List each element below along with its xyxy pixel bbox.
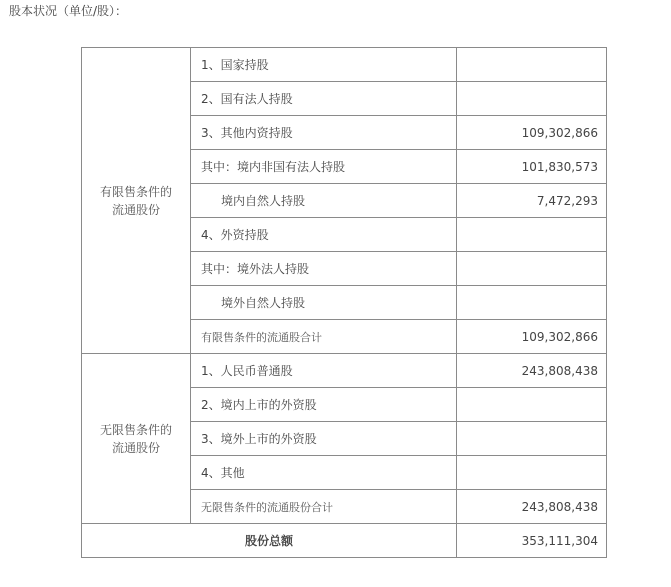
row-value-domestic-natural-person: 7,472,293 (457, 184, 607, 218)
row-label-overseas-listed-foreign: 3、境外上市的外资股 (191, 422, 457, 456)
unrestricted-category-cell (82, 354, 191, 524)
row-value-state-legal-person (457, 82, 607, 116)
unrestricted-category-label-line1: 无限售条件的 (99, 422, 172, 437)
share-structure-table (81, 47, 607, 558)
unrestricted-category-label-line2: 流通股份 (111, 440, 160, 455)
row-label-other: 4、其他 (191, 456, 457, 490)
restricted-category-cell (82, 48, 191, 354)
row-label-foreign-natural-person: 境外自然人持股 (191, 286, 457, 320)
row-label-domestic-listed-foreign: 2、境内上市的外资股 (191, 388, 457, 422)
row-label-state-shares: 1、国家持股 (191, 48, 457, 82)
row-label-foreign-legal-person: 其中：境外法人持股 (191, 252, 457, 286)
row-label-rmb-ordinary: 1、人民币普通股 (191, 354, 457, 388)
table-row (82, 524, 607, 558)
row-value-foreign-legal-person (457, 252, 607, 286)
row-value-domestic-non-state-legal: 101,830,573 (457, 150, 607, 184)
row-value-other (457, 456, 607, 490)
row-label-other-domestic: 3、其他内资持股 (191, 116, 457, 150)
section-heading: 股本状况（单位/股）： (9, 4, 128, 18)
row-value-overseas-listed-foreign (457, 422, 607, 456)
total-shares-value: 353,111,304 (457, 524, 607, 558)
row-value-foreign-natural-person (457, 286, 607, 320)
restricted-category-label-line2: 流通股份 (111, 202, 160, 217)
restricted-subtotal-value: 109,302,866 (457, 320, 607, 354)
row-label-foreign-shares: 4、外资持股 (191, 218, 457, 252)
unrestricted-subtotal-label: 无限售条件的流通股份合计 (191, 490, 457, 524)
row-value-rmb-ordinary: 243,808,438 (457, 354, 607, 388)
restricted-category-label-line1: 有限售条件的 (99, 184, 172, 199)
table-row (82, 48, 607, 82)
row-value-state-shares (457, 48, 607, 82)
row-value-other-domestic: 109,302,866 (457, 116, 607, 150)
row-value-foreign-shares (457, 218, 607, 252)
total-shares-label: 股份总额 (82, 524, 457, 558)
restricted-subtotal-label: 有限售条件的流通股合计 (191, 320, 457, 354)
row-label-domestic-non-state-legal: 其中：境内非国有法人持股 (191, 150, 457, 184)
row-value-domestic-listed-foreign (457, 388, 607, 422)
row-label-domestic-natural-person: 境内自然人持股 (191, 184, 457, 218)
table-row (82, 354, 607, 388)
row-label-state-legal-person: 2、国有法人持股 (191, 82, 457, 116)
unrestricted-subtotal-value: 243,808,438 (457, 490, 607, 524)
